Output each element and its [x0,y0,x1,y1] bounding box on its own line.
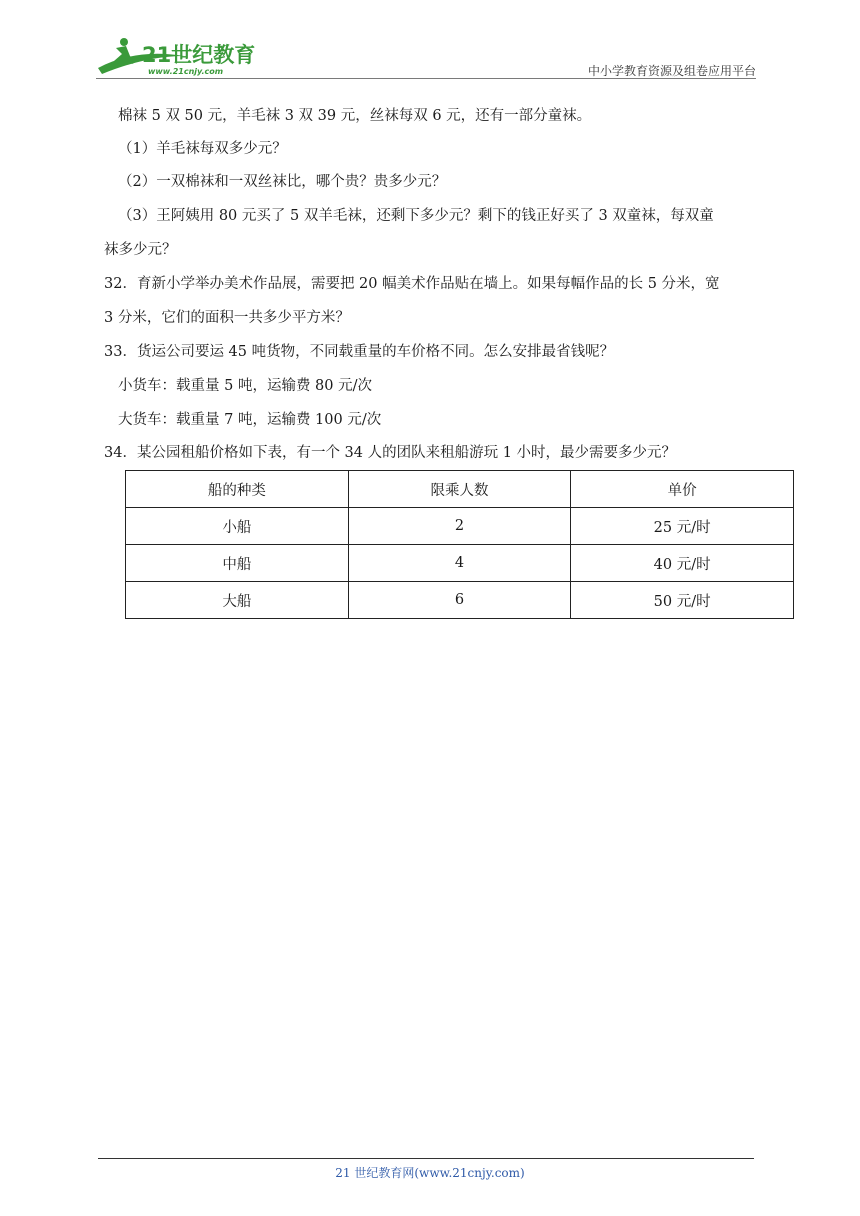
logo-main-text: 21世纪教育 [142,43,256,67]
text-line: 棉袜 5 双 50 元，羊毛袜 3 双 39 元，丝袜每双 6 元，还有一部分童袜。 [118,108,592,124]
footer-text: 21 世纪教育网(www.21cnjy.com) [335,1166,525,1180]
table-cell: 4 [348,545,571,582]
platform-name: 中小学教育资源及组卷应用平台 [587,64,756,78]
logo [96,34,266,78]
text-line: 3 分米，它们的面积一共多少平方米？ [104,310,350,326]
text-line: （2）一双棉袜和一双丝袜比，哪个贵？贵多少元？ [118,174,447,190]
table-header-cell: 限乘人数 [348,471,571,508]
table-header-cell: 船的种类 [126,471,349,508]
logo-url-text: www.21cnjy.com [148,67,224,76]
table-cell: 6 [348,582,571,619]
text-line: 袜多少元？ [104,242,177,258]
table-cell: 40 元/时 [571,545,794,582]
text-line: 小货车：载重量 5 吨，运输费 80 元/次 [118,378,372,394]
table-cell: 25 元/时 [571,508,794,545]
table-cell: 2 [348,508,571,545]
table-cell: 小船 [126,508,349,545]
table-row [126,582,794,619]
text-line: 大货车：载重量 7 吨，运输费 100 元/次 [118,412,382,428]
boat-price-table [125,470,794,619]
question-33: 33．货运公司要运 45 吨货物，不同载重量的车价格不同。怎么安排最省钱呢？ [104,344,615,360]
text-line: （1）羊毛袜每双多少元？ [118,141,287,157]
page-header [96,34,756,80]
header-divider [96,78,756,79]
table-row [126,508,794,545]
text-line: （3）王阿姨用 80 元买了 5 双羊毛袜，还剩下多少元？剩下的钱正好买了 3 双童袜，每双童 [118,208,714,224]
table-row [126,545,794,582]
table-cell: 中船 [126,545,349,582]
table-header-row [126,471,794,508]
table-header-cell: 单价 [571,471,794,508]
table-cell: 50 元/时 [571,582,794,619]
footer-divider [98,1158,754,1159]
table-cell: 大船 [126,582,349,619]
question-32: 32．育新小学举办美术作品展，需要把 20 幅美术作品贴在墙上。如果每幅作品的长 5 分米，宽 [104,276,720,292]
question-34: 34．某公园租船价格如下表，有一个 34 人的团队来租船游玩 1 小时，最少需要多少元？ [104,445,677,461]
